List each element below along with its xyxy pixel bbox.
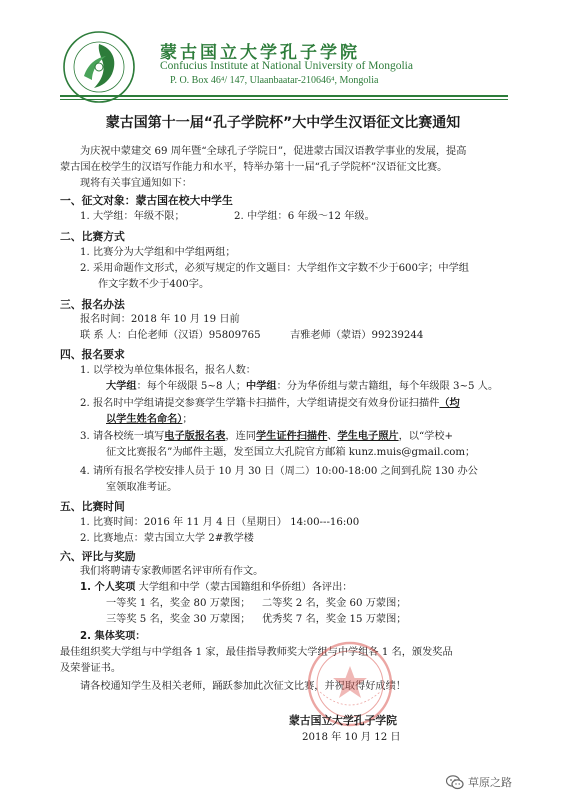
s6-prize-2: 二等奖 2 名，奖金 60 万蒙图； <box>262 598 407 609</box>
section-4-heading: 四、报名要求 <box>60 348 125 361</box>
s4-item-3a <box>80 430 453 443</box>
s5-item-2: 2. 比赛地点：蒙古国立大学 2#教学楼 <box>80 533 254 544</box>
s4-item-4a: 4. 请所有报名学校安排人员于 10 月 30 日（周二）10:00-18:00 之间到孔院 130 办公 <box>80 466 478 477</box>
s6-intro: 我们将聘请专家教师匿名评审所有作文。 <box>80 566 264 577</box>
section-5-heading: 五、比赛时间 <box>60 500 125 513</box>
s4-item-3b: 征文比赛报名”为邮件主题，发至国立大孔院官方邮箱 kunz.muis@gmail.com； <box>106 447 476 458</box>
s4-item-1b <box>106 380 498 393</box>
section-6-heading: 六、评比与奖励 <box>60 550 136 563</box>
s1-item-1: 1. 大学组：年级不限； <box>80 211 185 222</box>
s6-item-2b: 及荣誉证书。 <box>60 663 122 674</box>
s4-item-3a-id-scans: 学生证件扫描件 <box>255 431 328 442</box>
s1-item-2: 2. 中学组：6 年级～12 年级。 <box>234 211 375 222</box>
s6-item-1 <box>80 581 352 594</box>
intro-line-1: 为庆祝中蒙建交 69 周年暨“全球孔子学院日”，促进蒙古国汉语教学事业的发展，提高 <box>80 146 467 157</box>
section-3-heading: 三、报名办法 <box>60 298 125 311</box>
s6-item-1-text: 大学组和中学（蒙古国籍组和华侨组）各评出： <box>135 582 353 593</box>
confucius-institute-logo <box>62 30 136 104</box>
s4-item-2b-end: ； <box>182 414 193 425</box>
s4-item-2a-text: 2. 报名时中学组请提交参赛学生学籍卡扫描件，大学组请提交有效身份证扫描件 <box>80 398 440 409</box>
s4-item-4b: 室领取准考证。 <box>106 482 178 493</box>
s2-item-2a: 2. 采用命题作文形式，必须写规定的作文题目：大学组作文字数不少于600字；中学组 <box>80 263 469 274</box>
s2-item-2b: 作文字数不少于400字。 <box>98 279 210 290</box>
wechat-watermark <box>446 774 512 790</box>
signature-org: 蒙古国立大学孔子学院 <box>289 714 397 727</box>
s4-label-middle: 中学组 <box>246 381 277 392</box>
header-cn-name: 蒙古国立大学孔子学院 <box>160 43 360 63</box>
s6-item-2a: 最佳组织奖大学组与中学组各 1 家，最佳指导教师奖大学组与中学组各 1 名，颁发奖品 <box>60 647 453 658</box>
s4-item-1: 1. 以学校为单位集体报名，报名人数： <box>80 365 256 376</box>
s4-item-2b-underline: 以学生姓名命名） <box>106 414 183 425</box>
s4-item-2b <box>106 413 193 426</box>
s4-item-3a-part-2: ，连同 <box>225 431 256 442</box>
wechat-icon <box>446 775 464 790</box>
s4-item-3a-photos: 学生电子照片 <box>337 431 399 442</box>
section-1-heading: 一、征文对象：蒙古国在校大中学生 <box>60 194 233 207</box>
s4-item-2a-underline: （均 <box>439 398 460 409</box>
intro-line-3: 现将有关事宜通知如下： <box>80 178 193 189</box>
s6-closing: 请各校通知学生及相关老师，踊跃参加此次征文比赛，并祝取得好成绩！ <box>80 681 406 692</box>
s6-prize-4: 优秀奖 7 名，奖金 15 万蒙图； <box>262 614 407 625</box>
s4-item-2a <box>80 397 460 410</box>
header-rule <box>60 95 508 97</box>
header-en-name: Confucius Institute at National University of Mongolia <box>160 60 413 72</box>
s2-item-1: 1. 比赛分为大学组和中学组两组； <box>80 247 236 258</box>
s5-item-1: 1. 比赛时间：2016 年 11 月 4 日（星期日） 14:00---16:00 <box>80 517 360 528</box>
intro-line-2: 蒙古国在校学生的汉语写作能力和水平，特举办第十一届“孔子学院杯”汉语征文比赛。 <box>60 162 448 173</box>
s4-item-3a-registration-form: 电子版报名表 <box>164 431 226 442</box>
s3-time: 报名时间：2018 年 10 月 19 日前 <box>80 314 240 325</box>
document-title: 蒙古国第十一届“孔子学院杯”大中学生汉语征文比赛通知 <box>105 115 461 131</box>
s6-item-1-label: 1. 个人奖项 <box>80 582 136 593</box>
s4-label-university: 大学组 <box>106 381 137 392</box>
header-rule-thin <box>60 99 508 100</box>
s4-text-middle: ：分为华侨组与蒙古籍组，每个年级限 3~5 人。 <box>276 381 499 392</box>
watermark-text: 草原之路 <box>468 776 512 789</box>
s4-text-university: ：每个年级限 5~8 人； <box>136 381 247 392</box>
s6-item-2-label: 2. 集体奖项： <box>80 631 146 642</box>
s6-prize-1: 一等奖 1 名，奖金 80 万蒙图； <box>106 598 251 609</box>
section-2-heading: 二、比赛方式 <box>60 230 125 243</box>
s3-contact-1: 联 系 人：白伦老师（汉语）95809765 <box>80 330 261 341</box>
s4-item-3a-part-3: 、 <box>327 431 338 442</box>
s4-item-3a-part-1: 3. 请各校统一填写 <box>80 431 165 442</box>
s3-contact-2: 吉雅老师（蒙语）99239244 <box>290 330 424 341</box>
signature-date: 2018 年 10 月 12 日 <box>302 732 401 743</box>
s4-item-3a-part-4: ，以“学校+ <box>398 431 454 442</box>
header-address: P. O. Box 46⁴/ 147, Ulaanbaatar-210646⁴, Mongolia <box>170 75 379 86</box>
s6-prize-3: 三等奖 5 名，奖金 30 万蒙图； <box>106 614 251 625</box>
